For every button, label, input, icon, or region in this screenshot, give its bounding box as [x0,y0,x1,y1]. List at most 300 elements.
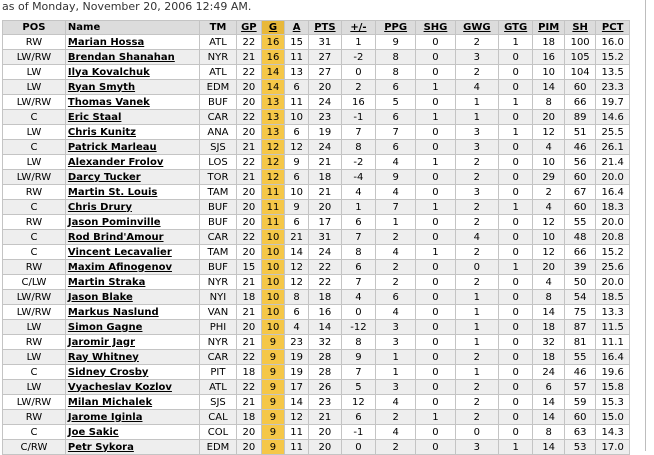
header-gtg[interactable]: GTG [498,21,533,35]
cell-games-played: 21 [236,275,261,290]
cell-penalty-minutes: 4 [533,200,564,215]
cell-short-handed-goals: 0 [416,305,456,320]
cell-shots: 60 [564,200,595,215]
cell-shots: 59 [564,395,595,410]
cell-shots: 50 [564,275,595,290]
cell-plus-minus: 5 [341,380,376,395]
cell-shots: 55 [564,215,595,230]
table-row [3,140,630,155]
cell-player-name[interactable]: Thomas Vanek [65,95,199,110]
cell-assists: 11 [285,95,309,110]
cell-position: C [3,200,66,215]
cell-shooting-pct: 19.7 [596,95,630,110]
cell-goals: 9 [261,395,284,410]
cell-power-play-goals: 4 [376,185,416,200]
cell-penalty-minutes: 4 [533,275,564,290]
cell-team: TAM [200,185,237,200]
cell-game-tying-goals: 1 [498,35,533,50]
right-divider [645,0,646,451]
cell-points: 20 [309,80,342,95]
cell-power-play-goals: 4 [376,425,416,440]
cell-plus-minus: -2 [341,155,376,170]
cell-power-play-goals: 9 [376,35,416,50]
cell-points: 28 [309,365,342,380]
cell-team: CAR [200,230,237,245]
cell-games-played: 21 [236,305,261,320]
cell-points: 20 [309,425,342,440]
cell-assists: 17 [285,380,309,395]
cell-game-tying-goals: 0 [498,380,533,395]
cell-game-winning-goals: 2 [455,200,498,215]
cell-goals: 10 [261,245,284,260]
cell-position: LW/RW [3,50,66,65]
cell-short-handed-goals: 0 [416,320,456,335]
cell-shots: 60 [564,80,595,95]
cell-games-played: 22 [236,110,261,125]
cell-penalty-minutes: 14 [533,410,564,425]
scoring-leaders-table-container [2,20,630,455]
cell-short-handed-goals: 0 [416,140,456,155]
cell-position: RW [3,410,66,425]
cell-penalty-minutes: 24 [533,365,564,380]
cell-goals: 11 [261,200,284,215]
cell-penalty-minutes: 2 [533,185,564,200]
cell-penalty-minutes: 8 [533,290,564,305]
cell-points: 22 [309,275,342,290]
header-points[interactable]: PTS [309,21,342,35]
cell-player-name[interactable]: Alexander Frolov [65,155,199,170]
cell-shots: 46 [564,365,595,380]
cell-position: C/RW [3,440,66,455]
cell-game-tying-goals: 0 [498,155,533,170]
cell-penalty-minutes: 6 [533,380,564,395]
cell-points: 28 [309,350,342,365]
header-pim[interactable]: PIM [533,21,564,35]
cell-player-name[interactable]: Eric Staal [65,110,199,125]
cell-shots: 53 [564,440,595,455]
cell-assists: 14 [285,395,309,410]
cell-team: NYR [200,275,237,290]
cell-position: LW [3,350,66,365]
cell-position: LW [3,80,66,95]
cell-team: BUF [200,215,237,230]
cell-short-handed-goals: 1 [416,410,456,425]
cell-position: C [3,245,66,260]
cell-power-play-goals: 1 [376,350,416,365]
cell-points: 31 [309,35,342,50]
cell-team: BUF [200,95,237,110]
cell-shots: 57 [564,380,595,395]
cell-penalty-minutes: 8 [533,95,564,110]
cell-position: RW [3,260,66,275]
cell-goals: 12 [261,155,284,170]
cell-position: LW/RW [3,170,66,185]
cell-games-played: 20 [236,125,261,140]
cell-goals: 14 [261,65,284,80]
cell-shots: 89 [564,110,595,125]
cell-games-played: 21 [236,335,261,350]
cell-shooting-pct: 14.3 [596,425,630,440]
cell-assists: 19 [285,365,309,380]
cell-shots: 104 [564,65,595,80]
table-row [3,65,630,80]
table-body [3,35,630,455]
cell-game-winning-goals: 2 [455,245,498,260]
cell-game-tying-goals: 1 [498,95,533,110]
cell-plus-minus: -4 [341,170,376,185]
cell-power-play-goals: 6 [376,140,416,155]
table-row [3,125,630,140]
cell-power-play-goals: 4 [376,395,416,410]
cell-assists: 12 [285,140,309,155]
cell-shooting-pct: 20.0 [596,170,630,185]
cell-game-winning-goals: 2 [455,170,498,185]
cell-shots: 51 [564,125,595,140]
cell-game-winning-goals: 1 [455,320,498,335]
cell-assists: 11 [285,440,309,455]
cell-plus-minus: 1 [341,200,376,215]
cell-game-winning-goals: 1 [455,335,498,350]
cell-game-winning-goals: 2 [455,275,498,290]
cell-game-winning-goals: 1 [455,95,498,110]
cell-points: 24 [309,140,342,155]
header-pct[interactable]: PCT [596,21,630,35]
header-gp[interactable]: GP [236,21,261,35]
cell-power-play-goals: 8 [376,50,416,65]
cell-power-play-goals: 7 [376,125,416,140]
cell-points: 18 [309,170,342,185]
cell-plus-minus: 7 [341,365,376,380]
cell-goals: 9 [261,335,284,350]
cell-player-name[interactable]: Martin Straka [65,275,199,290]
cell-plus-minus: 7 [341,230,376,245]
cell-player-name[interactable]: Joe Sakic [65,425,199,440]
cell-shots: 75 [564,305,595,320]
cell-shots: 100 [564,35,595,50]
cell-penalty-minutes: 16 [533,50,564,65]
cell-team: TAM [200,245,237,260]
table-row [3,185,630,200]
cell-plus-minus: 8 [341,245,376,260]
cell-shooting-pct: 23.3 [596,80,630,95]
cell-power-play-goals: 4 [376,245,416,260]
cell-games-played: 20 [236,95,261,110]
as-of-timestamp: as of Monday, November 20, 2006 12:49 AM. [2,0,252,13]
cell-penalty-minutes: 18 [533,350,564,365]
cell-power-play-goals: 8 [376,65,416,80]
cell-points: 31 [309,230,342,245]
cell-game-winning-goals: 2 [455,350,498,365]
cell-points: 23 [309,395,342,410]
cell-player-name[interactable]: Martin St. Louis [65,185,199,200]
cell-power-play-goals: 1 [376,215,416,230]
cell-team: PHI [200,320,237,335]
table-row [3,245,630,260]
header-ppg[interactable]: PPG [376,21,416,35]
cell-games-played: 21 [236,170,261,185]
cell-game-tying-goals: 0 [498,425,533,440]
table-row [3,230,630,245]
cell-games-played: 20 [236,320,261,335]
cell-team: CAR [200,350,237,365]
cell-goals: 11 [261,185,284,200]
cell-plus-minus: 2 [341,80,376,95]
cell-player-name[interactable]: Rod Brind'Amour [65,230,199,245]
cell-shots: 55 [564,350,595,365]
cell-points: 18 [309,290,342,305]
cell-shooting-pct: 18.3 [596,200,630,215]
cell-game-winning-goals: 1 [455,110,498,125]
cell-shots: 54 [564,290,595,305]
cell-games-played: 21 [236,140,261,155]
cell-points: 16 [309,305,342,320]
cell-player-name[interactable]: Maxim Afinogenov [65,260,199,275]
cell-player-name[interactable]: Marian Hossa [65,35,199,50]
cell-plus-minus: -1 [341,110,376,125]
cell-assists: 6 [285,125,309,140]
cell-game-tying-goals: 1 [498,200,533,215]
cell-points: 19 [309,125,342,140]
cell-shots: 60 [564,170,595,185]
cell-game-tying-goals: 0 [498,290,533,305]
cell-shots: 56 [564,155,595,170]
cell-power-play-goals: 3 [376,380,416,395]
header-gwg[interactable]: GWG [455,21,498,35]
cell-game-winning-goals: 1 [455,290,498,305]
cell-team: NYI [200,290,237,305]
header-shots[interactable]: SH [564,21,595,35]
table-header-row [3,21,630,35]
cell-game-winning-goals: 1 [455,305,498,320]
header-plus-minus[interactable]: +/- [341,21,376,35]
table-row [3,215,630,230]
cell-plus-minus: -2 [341,50,376,65]
cell-goals: 12 [261,170,284,185]
cell-player-name[interactable]: Jaromir Jagr [65,335,199,350]
cell-penalty-minutes: 18 [533,35,564,50]
cell-short-handed-goals: 0 [416,380,456,395]
cell-short-handed-goals: 0 [416,365,456,380]
cell-assists: 15 [285,35,309,50]
cell-player-name[interactable]: Simon Gagne [65,320,199,335]
cell-shooting-pct: 20.0 [596,215,630,230]
cell-points: 20 [309,440,342,455]
cell-penalty-minutes: 8 [533,425,564,440]
cell-position: LW/RW [3,395,66,410]
table-row [3,260,630,275]
cell-player-name[interactable]: Darcy Tucker [65,170,199,185]
cell-plus-minus: -12 [341,320,376,335]
cell-position: C [3,230,66,245]
cell-power-play-goals: 6 [376,290,416,305]
cell-short-handed-goals: 0 [416,185,456,200]
cell-short-handed-goals: 0 [416,395,456,410]
cell-player-name[interactable]: Brendan Shanahan [65,50,199,65]
cell-power-play-goals: 6 [376,80,416,95]
cell-team: EDM [200,440,237,455]
cell-goals: 16 [261,50,284,65]
cell-shots: 63 [564,425,595,440]
cell-game-tying-goals: 0 [498,65,533,80]
cell-games-played: 20 [236,440,261,455]
cell-game-winning-goals: 0 [455,425,498,440]
cell-penalty-minutes: 14 [533,305,564,320]
cell-position: C [3,140,66,155]
cell-games-played: 15 [236,260,261,275]
cell-shots: 39 [564,260,595,275]
table-row [3,80,630,95]
cell-team: ATL [200,35,237,50]
cell-player-name[interactable]: Jason Blake [65,290,199,305]
cell-game-tying-goals: 0 [498,335,533,350]
cell-points: 27 [309,65,342,80]
cell-team: SJS [200,395,237,410]
cell-assists: 8 [285,290,309,305]
cell-player-name[interactable]: Vincent Lecavalier [65,245,199,260]
cell-team: ATL [200,65,237,80]
cell-player-name[interactable]: Markus Naslund [65,305,199,320]
cell-plus-minus: 16 [341,95,376,110]
table-row [3,365,630,380]
cell-player-name[interactable]: Vyacheslav Kozlov [65,380,199,395]
cell-game-tying-goals: 0 [498,305,533,320]
cell-power-play-goals: 5 [376,95,416,110]
cell-game-winning-goals: 3 [455,440,498,455]
cell-power-play-goals: 6 [376,110,416,125]
cell-game-winning-goals: 2 [455,155,498,170]
cell-game-tying-goals: 0 [498,215,533,230]
cell-shooting-pct: 16.4 [596,350,630,365]
cell-shooting-pct: 15.0 [596,410,630,425]
cell-penalty-minutes: 10 [533,65,564,80]
table-row [3,320,630,335]
cell-player-name[interactable]: Patrick Marleau [65,140,199,155]
cell-games-played: 20 [236,185,261,200]
cell-game-winning-goals: 3 [455,50,498,65]
cell-position: LW/RW [3,290,66,305]
header-goals-sorted[interactable]: G [261,21,284,35]
cell-assists: 21 [285,230,309,245]
cell-points: 17 [309,215,342,230]
cell-player-name[interactable]: Ilya Kovalchuk [65,65,199,80]
cell-penalty-minutes: 10 [533,230,564,245]
table-row [3,275,630,290]
cell-assists: 9 [285,155,309,170]
header-pos[interactable]: POS [3,21,66,35]
cell-assists: 12 [285,275,309,290]
header-team[interactable]: TM [200,21,237,35]
cell-power-play-goals: 3 [376,320,416,335]
cell-shooting-pct: 26.1 [596,140,630,155]
table-row [3,95,630,110]
cell-shots: 66 [564,95,595,110]
cell-plus-minus: 12 [341,395,376,410]
cell-player-name[interactable]: Petr Sykora [65,440,199,455]
table-row [3,380,630,395]
cell-game-tying-goals: 0 [498,245,533,260]
cell-plus-minus: 8 [341,335,376,350]
cell-player-name[interactable]: Jarome Iginla [65,410,199,425]
cell-team: PIT [200,365,237,380]
cell-team: TOR [200,170,237,185]
cell-games-played: 21 [236,50,261,65]
cell-penalty-minutes: 14 [533,395,564,410]
cell-points: 24 [309,245,342,260]
cell-goals: 10 [261,320,284,335]
cell-player-name[interactable]: Jason Pominville [65,215,199,230]
cell-team: VAN [200,305,237,320]
cell-shooting-pct: 20.0 [596,275,630,290]
cell-game-tying-goals: 1 [498,440,533,455]
cell-player-name[interactable]: Milan Michalek [65,395,199,410]
cell-assists: 10 [285,185,309,200]
cell-team: BUF [200,260,237,275]
cell-assists: 12 [285,410,309,425]
cell-games-played: 22 [236,155,261,170]
scoring-leaders-table [2,20,630,455]
cell-position: LW [3,380,66,395]
cell-player-name[interactable]: Ray Whitney [65,350,199,365]
table-row [3,110,630,125]
cell-game-tying-goals: 0 [498,140,533,155]
cell-shooting-pct: 21.4 [596,155,630,170]
header-shg[interactable]: SHG [416,21,456,35]
cell-assists: 6 [285,170,309,185]
cell-position: C/LW [3,275,66,290]
cell-game-winning-goals: 2 [455,395,498,410]
cell-shots: 87 [564,320,595,335]
cell-position: C [3,110,66,125]
cell-goals: 16 [261,35,284,50]
cell-team: ATL [200,380,237,395]
cell-goals: 9 [261,365,284,380]
cell-player-name[interactable]: Chris Kunitz [65,125,199,140]
cell-penalty-minutes: 12 [533,245,564,260]
cell-shooting-pct: 25.6 [596,260,630,275]
cell-short-handed-goals: 0 [416,425,456,440]
cell-plus-minus: 4 [341,185,376,200]
cell-player-name[interactable]: Chris Drury [65,200,199,215]
header-name[interactable]: Name [65,21,199,35]
table-row [3,395,630,410]
cell-game-winning-goals: 2 [455,380,498,395]
cell-game-tying-goals: 0 [498,350,533,365]
cell-player-name[interactable]: Ryan Smyth [65,80,199,95]
cell-games-played: 21 [236,395,261,410]
cell-goals: 9 [261,440,284,455]
table-row [3,35,630,50]
header-assists[interactable]: A [285,21,309,35]
cell-plus-minus: 8 [341,140,376,155]
cell-goals: 13 [261,95,284,110]
cell-short-handed-goals: 0 [416,290,456,305]
cell-short-handed-goals: 1 [416,200,456,215]
cell-goals: 10 [261,290,284,305]
cell-team: COL [200,425,237,440]
cell-power-play-goals: 2 [376,230,416,245]
cell-goals: 9 [261,410,284,425]
cell-power-play-goals: 4 [376,155,416,170]
table-row [3,425,630,440]
cell-game-tying-goals: 0 [498,230,533,245]
cell-games-played: 20 [236,425,261,440]
cell-penalty-minutes: 12 [533,215,564,230]
cell-short-handed-goals: 0 [416,215,456,230]
cell-power-play-goals: 2 [376,260,416,275]
cell-assists: 6 [285,80,309,95]
cell-player-name[interactable]: Sidney Crosby [65,365,199,380]
cell-plus-minus: 6 [341,260,376,275]
